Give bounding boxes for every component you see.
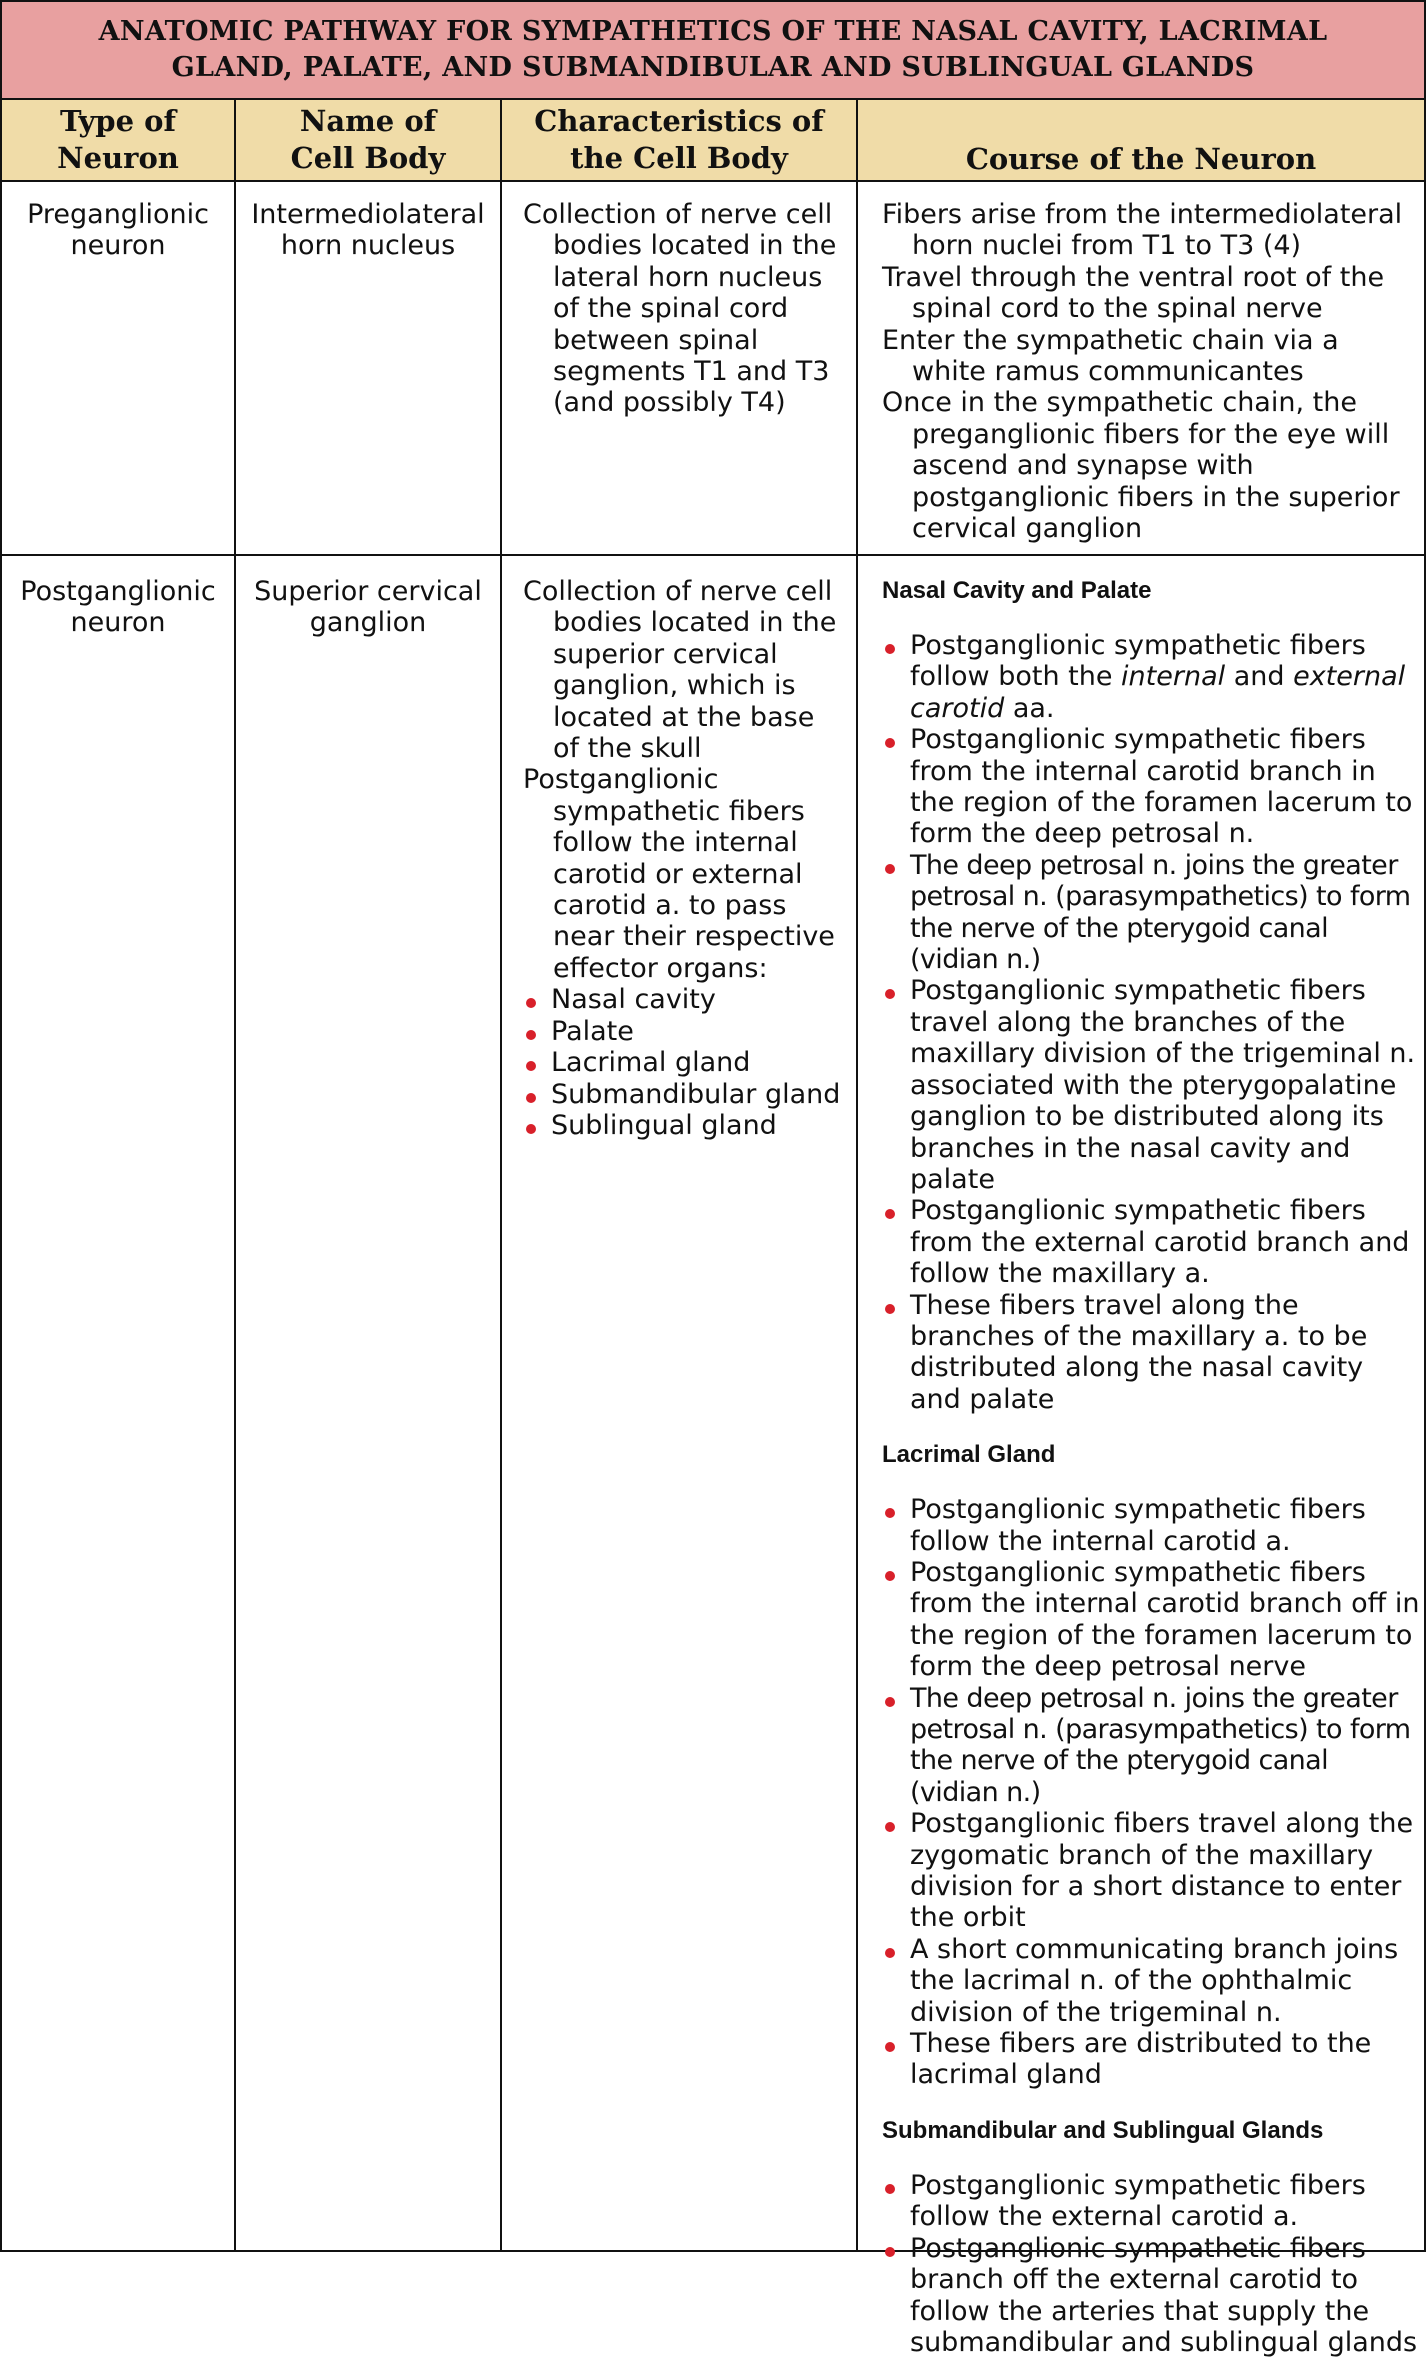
header-characteristics	[502, 100, 856, 180]
effector-organ-item: Sublingual gland	[523, 1110, 845, 1141]
lacrimal-bullet: Postganglionic fibers travel along the zygomatic branch of the maxillary division for a short distance to enter the orbit	[882, 1808, 1420, 1934]
header-char-line-2: the Cell Body	[570, 141, 788, 175]
header-type-line-1: Type of	[60, 104, 176, 138]
nasal-bullet: Postganglionic sympathetic fibers travel along the branches of the maxillary division of the trigeminal n. associated with the pterygopalatine ganglion to be distributed along its branches in the nasal cavity and palate	[882, 975, 1420, 1195]
title-line-2: GLAND, PALATE, AND SUBMANDIBULAR AND SUBLINGUAL GLANDS	[171, 52, 1255, 83]
row-1-name-line-1: Intermediolateral	[251, 199, 485, 230]
nasal-cavity-heading: Nasal Cavity and Palate	[882, 577, 1152, 604]
column-divider	[856, 100, 858, 2250]
effector-organ-item: Submandibular gland	[523, 1079, 845, 1110]
row-2-name-line-2: ganglion	[309, 607, 427, 639]
header-name-line-2: Cell Body	[290, 141, 446, 175]
row-2-characteristics-para-2: Postganglionic sympathetic fibers follow the internal carotid or external carotid a. to pass near their respective effector organs:	[523, 764, 835, 984]
row-1-characteristics	[523, 199, 845, 419]
row-2-name	[238, 576, 498, 639]
submandibular-bullet: Postganglionic sympathetic fibers branch off the external carotid to follow the arteries that supply the submandibular and sublingual glands	[882, 2233, 1420, 2358]
row-1-type	[6, 199, 230, 262]
header-row	[2, 100, 1424, 182]
lacrimal-bullet: The deep petrosal n. joins the greater petrosal n. (parasympathetics) to form the nerve of the pterygoid canal (vidian n.)	[882, 1683, 1420, 1809]
lacrimal-gland-heading: Lacrimal Gland	[882, 1441, 1056, 1469]
row-2-characteristics	[523, 576, 845, 1141]
header-char-line-1: Characteristics of	[534, 104, 824, 138]
nasal-bullet-text: Postganglionic sympathetic fibers follow both the	[910, 630, 1366, 693]
header-type-of-neuron	[2, 100, 234, 180]
lacrimal-bullet: Postganglionic sympathetic fibers from the internal carotid branch off in the region of the foramen lacerum to form the deep petrosal nerve	[882, 1557, 1420, 1683]
nasal-bullet-text: aa.	[1004, 692, 1055, 724]
row-2-type-line-1: Postganglionic	[20, 576, 216, 607]
nasal-bullet-italic: internal	[1121, 661, 1226, 693]
nasal-bullet: The deep petrosal n. joins the greater petrosal n. (parasympathetics) to form the nerve of the pterygoid canal (vidian n.)	[882, 850, 1420, 976]
effector-organ-item: Palate	[523, 1016, 845, 1047]
row-1-course-item: Fibers arise from the intermediolateral horn nuclei from T1 to T3 (4)	[882, 199, 1403, 262]
nasal-bullet-italic: external carotid	[910, 661, 1406, 724]
table-title	[2, 2, 1424, 100]
nasal-bullet: Postganglionic sympathetic fibers from the external carotid branch and follow the maxillary a.	[882, 1195, 1420, 1289]
row-1-name-line-2: horn nucleus	[280, 230, 456, 262]
nasal-bullet: Postganglionic sympathetic fibers from the internal carotid branch in the region of the foramen lacerum to form the deep petrosal n.	[882, 724, 1420, 850]
column-divider	[234, 100, 236, 2250]
lacrimal-bullet: Postganglionic sympathetic fibers follow the internal carotid a.	[882, 1494, 1420, 1557]
row-2-course	[882, 576, 1420, 2358]
effector-organ-item: Lacrimal gland	[523, 1047, 845, 1078]
nasal-bullet	[882, 630, 1420, 724]
effector-organ-item: Nasal cavity	[523, 984, 845, 1015]
lacrimal-bullet: These fibers are distributed to the lacrimal gland	[882, 2028, 1420, 2091]
row-1-type-line-1: Preganglionic	[27, 199, 209, 230]
header-course-text: Course of the Neuron	[965, 142, 1317, 176]
row-1-course	[882, 199, 1420, 544]
row-1-name	[238, 199, 498, 262]
header-name-of-cell-body	[236, 100, 500, 180]
header-course-of-neuron	[858, 100, 1424, 180]
row-1-course-item: Travel through the ventral root of the spinal cord to the spinal nerve	[882, 261, 1385, 325]
row-divider	[2, 554, 1424, 556]
row-2-name-line-1: Superior cervical	[254, 576, 482, 607]
row-1-course-item: Once in the sympathetic chain, the preganglionic fibers for the eye will ascend and synapse with postganglionic fibers in the superior cervical ganglion	[882, 387, 1400, 545]
header-type-line-2: Neuron	[57, 141, 179, 175]
nasal-bullet: These fibers travel along the branches of the maxillary a. to be distributed along the nasal cavity and palate	[882, 1290, 1420, 1416]
row-1-course-item: Enter the sympathetic chain via a white ramus communicantes	[882, 324, 1339, 388]
title-line-1: ANATOMIC PATHWAY FOR SYMPATHETICS OF THE NASAL CAVITY, LACRIMAL	[98, 16, 1328, 47]
row-1-type-line-2: neuron	[70, 230, 166, 262]
row-2-type	[6, 576, 230, 639]
submandibular-sublingual-heading: Submandibular and Sublingual Glands	[882, 2116, 1324, 2144]
column-divider	[500, 100, 502, 2250]
row-1-characteristics-text: Collection of nerve cell bodies located in the lateral horn nucleus of the spinal cord between spinal segments T1 and T3 (and possibly T4)	[523, 199, 837, 419]
lacrimal-bullet: A short communicating branch joins the lacrimal n. of the ophthalmic division of the trigeminal n.	[882, 1934, 1420, 2028]
row-2-characteristics-para-1: Collection of nerve cell bodies located in the superior cervical ganglion, which is located at the base of the skull	[523, 576, 837, 765]
row-2-type-line-2: neuron	[70, 607, 166, 639]
nasal-bullet-text: and	[1225, 661, 1294, 693]
submandibular-bullet: Postganglionic sympathetic fibers follow the external carotid a.	[882, 2170, 1420, 2233]
header-name-line-1: Name of	[299, 104, 437, 138]
